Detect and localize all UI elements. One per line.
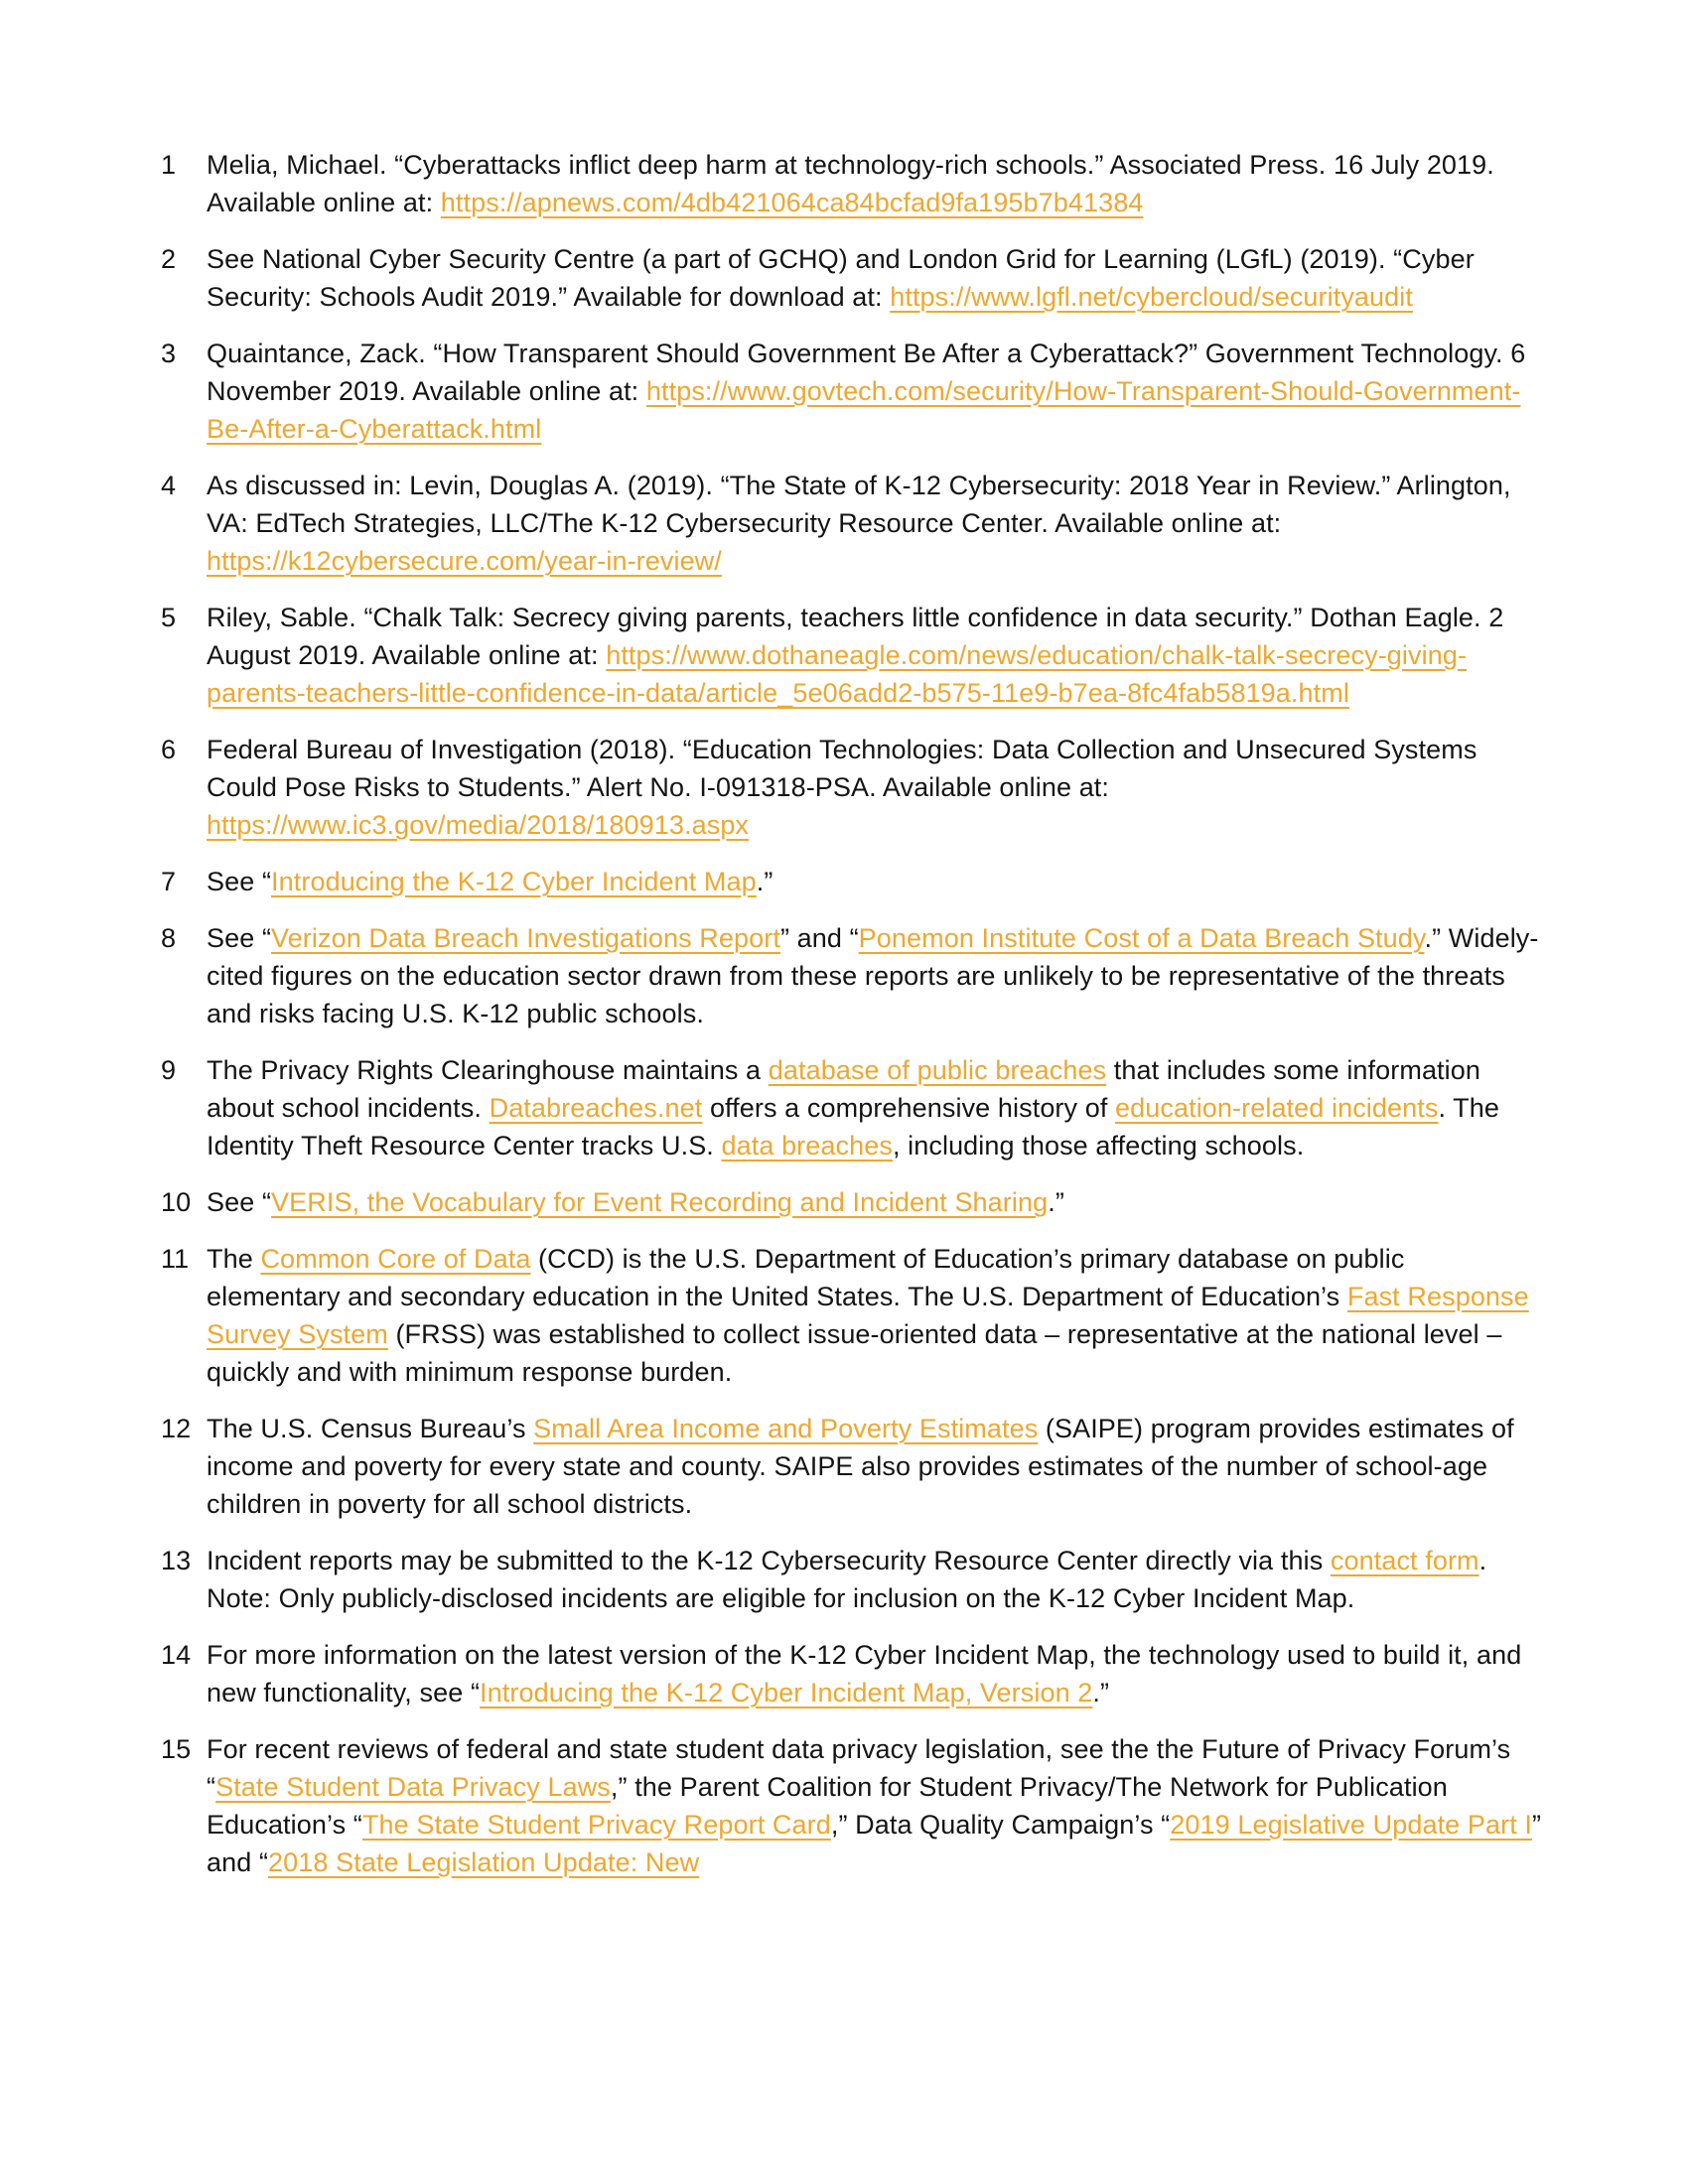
footnote-text [207, 919, 1542, 1032]
text-run: .” [1048, 1187, 1064, 1217]
text-run: See “ [207, 923, 272, 953]
hyperlink[interactable]: https://www.govtech.com/security/How-Transparent-Should-Government-Be-After-a-Cyberattack.html [207, 376, 1521, 444]
footnote-item [161, 146, 1542, 221]
text-run: The [207, 1244, 261, 1274]
text-run: , including those affecting schools. [892, 1131, 1305, 1160]
footnote-text [207, 863, 1542, 900]
hyperlink[interactable]: https://www.dothaneagle.com/news/education/chalk-talk-secrecy-giving-parents-teachers-little-confidence-in-data/article_5e06add2-b575-11e9-b7ea-8fc4fab5819a.html [207, 640, 1468, 708]
hyperlink[interactable]: Ponemon Institute Cost of a Data Breach Study [858, 923, 1425, 953]
footnote-number: 1 [161, 150, 177, 180]
footnote-item [161, 1542, 1542, 1617]
text-run: (FRSS) was established to collect issue-oriented data – representative at the national level – quickly and with minimum response burden. [207, 1319, 1502, 1387]
text-run: See “ [207, 1187, 272, 1217]
text-run: As discussed in: Levin, Douglas A. (2019). “The State of K-12 Cybersecurity: 2018 Year in Review.” Arlington, VA: EdTech Strategies, LLC/The K-12 Cybersecurity Resource Center. Available online at: [207, 471, 1511, 538]
footnote-number: 2 [161, 244, 177, 274]
footnote-item [161, 1410, 1542, 1523]
hyperlink[interactable]: https://www.lgfl.net/cybercloud/securityaudit [890, 282, 1413, 312]
footnote-text [207, 599, 1542, 712]
footnote-text [207, 335, 1542, 448]
footnote-text [207, 240, 1542, 316]
text-run: ,” Data Quality Campaign’s “ [830, 1810, 1171, 1840]
footnote-text [207, 1051, 1542, 1164]
footnote-number: 3 [161, 339, 177, 368]
text-run: .” [756, 867, 774, 896]
footnote-number: 15 [161, 1734, 192, 1764]
footnote-number: 7 [161, 867, 177, 896]
text-run: ” and “ [779, 923, 859, 953]
text-run: . The Identity Theft Resource Center tracks U.S. [207, 1093, 1500, 1160]
footnote-number: 9 [161, 1055, 177, 1085]
footnote-text [207, 1730, 1542, 1881]
hyperlink[interactable]: Introducing the K-12 Cyber Incident Map, Version 2 [480, 1678, 1093, 1707]
text-run: (CCD) is the U.S. Department of Education’s primary database on public elementary and secondary education in the United States. The U.S. Department of Education’s [207, 1244, 1405, 1311]
footnote-text [207, 1542, 1542, 1617]
text-run: . Note: Only publicly-disclosed incidents are eligible for inclusion on the K-12 Cyber Incident Map. [207, 1546, 1487, 1613]
text-run: Federal Bureau of Investigation (2018). “Education Technologies: Data Collection and Unsecured Systems Could Pose Risks to Students.” Alert No. I-091318-PSA. Available online at: [207, 735, 1477, 802]
text-run: ” and “ [207, 1810, 1542, 1877]
footnote-item [161, 731, 1542, 844]
footnote-item [161, 1636, 1542, 1711]
footnote-list [161, 146, 1542, 1881]
footnote-text [207, 731, 1542, 844]
footnote-number: 4 [161, 471, 177, 500]
footnote-item [161, 335, 1542, 448]
text-run: The Privacy Rights Clearinghouse maintains a [207, 1055, 769, 1085]
hyperlink[interactable]: Small Area Income and Poverty Estimates [533, 1414, 1039, 1443]
footnote-number: 12 [161, 1414, 192, 1443]
footnote-number: 8 [161, 923, 177, 953]
footnote-item [161, 240, 1542, 316]
text-run: Quaintance, Zack. “How Transparent Should Government Be After a Cyberattack?” Government Technology. 6 November 2019. Available online at: [207, 339, 1526, 406]
hyperlink[interactable]: Common Core of Data [260, 1244, 531, 1274]
text-run: For more information on the latest version of the K-12 Cyber Incident Map, the technology used to build it, and new functionality, see “ [207, 1640, 1522, 1707]
hyperlink[interactable]: https://www.ic3.gov/media/2018/180913.aspx [207, 810, 750, 840]
hyperlink[interactable]: Verizon Data Breach Investigations Report [271, 923, 780, 953]
footnote-text [207, 146, 1542, 221]
hyperlink[interactable]: contact form [1330, 1546, 1479, 1575]
footnote-text [207, 1240, 1542, 1391]
hyperlink[interactable]: State Student Data Privacy Laws [215, 1772, 611, 1802]
footnote-item [161, 1183, 1542, 1221]
text-run: The U.S. Census Bureau’s [207, 1414, 534, 1443]
text-run: See “ [207, 867, 272, 896]
hyperlink[interactable]: data breaches [721, 1131, 893, 1160]
hyperlink[interactable]: 2018 State Legislation Update: New [268, 1847, 700, 1877]
footnote-number: 13 [161, 1546, 192, 1575]
text-run: Riley, Sable. “Chalk Talk: Secrecy giving parents, teachers little confidence in data security.” Dothan Eagle. 2 August 2019. Available online at: [207, 603, 1504, 670]
footnote-number: 6 [161, 735, 177, 764]
hyperlink[interactable]: 2019 Legislative Update Part I [1170, 1810, 1533, 1840]
text-run: Melia, Michael. “Cyberattacks inflict deep harm at technology-rich schools.” Associated Press. 16 July 2019. Available online at: [207, 150, 1494, 217]
text-run: ,” the Parent Coalition for Student Privacy/The Network for Publication Education’s “ [207, 1772, 1448, 1840]
footnote-item [161, 1240, 1542, 1391]
text-run: (SAIPE) program provides estimates of income and poverty for every state and county. SAIPE also provides estimates of the number of school-age children in poverty for all school districts. [207, 1414, 1514, 1519]
footnote-item [161, 1730, 1542, 1881]
hyperlink[interactable]: Introducing the K-12 Cyber Incident Map [271, 867, 757, 896]
footnote-number: 10 [161, 1187, 192, 1217]
footnote-text [207, 467, 1542, 580]
hyperlink[interactable]: Fast Response Survey System [207, 1282, 1529, 1349]
footnote-number: 14 [161, 1640, 192, 1670]
text-run: .” [1092, 1678, 1110, 1707]
text-run: See National Cyber Security Centre (a part of GCHQ) and London Grid for Learning (LGfL) (2019). “Cyber Security: Schools Audit 2019.” Available for download at: [207, 244, 1475, 312]
hyperlink[interactable]: The State Student Privacy Report Card [361, 1810, 831, 1840]
text-run: that includes some information about school incidents. [207, 1055, 1480, 1123]
footnote-item [161, 467, 1542, 580]
footnote-item [161, 863, 1542, 900]
text-run: offers a comprehensive history of [702, 1093, 1116, 1123]
hyperlink[interactable]: education-related incidents [1115, 1093, 1439, 1123]
hyperlink[interactable]: https://apnews.com/4db421064ca84bcfad9fa195b7b41384 [440, 188, 1144, 217]
footnote-text [207, 1183, 1542, 1221]
hyperlink[interactable]: VERIS, the Vocabulary for Event Recording and Incident Sharing [271, 1187, 1049, 1217]
text-run: Incident reports may be submitted to the K-12 Cybersecurity Resource Center directly via this [207, 1546, 1331, 1575]
footnote-text [207, 1636, 1542, 1711]
footnote-number: 5 [161, 603, 177, 632]
footnote-number: 11 [161, 1244, 190, 1274]
footnote-item [161, 1051, 1542, 1164]
hyperlink[interactable]: database of public breaches [768, 1055, 1107, 1085]
footnote-item [161, 599, 1542, 712]
footnote-text [207, 1410, 1542, 1523]
hyperlink[interactable]: Databreaches.net [489, 1093, 703, 1123]
footnote-item [161, 919, 1542, 1032]
hyperlink[interactable]: https://k12cybersecure.com/year-in-review/ [207, 546, 722, 576]
text-run: For recent reviews of federal and state student data privacy legislation, see the the Future of Privacy Forum’s “ [207, 1734, 1511, 1802]
text-run: .” Widely-cited figures on the education sector drawn from these reports are unlikely to be representative of the threats and risks facing U.S. K-12 public schools. [207, 923, 1539, 1028]
